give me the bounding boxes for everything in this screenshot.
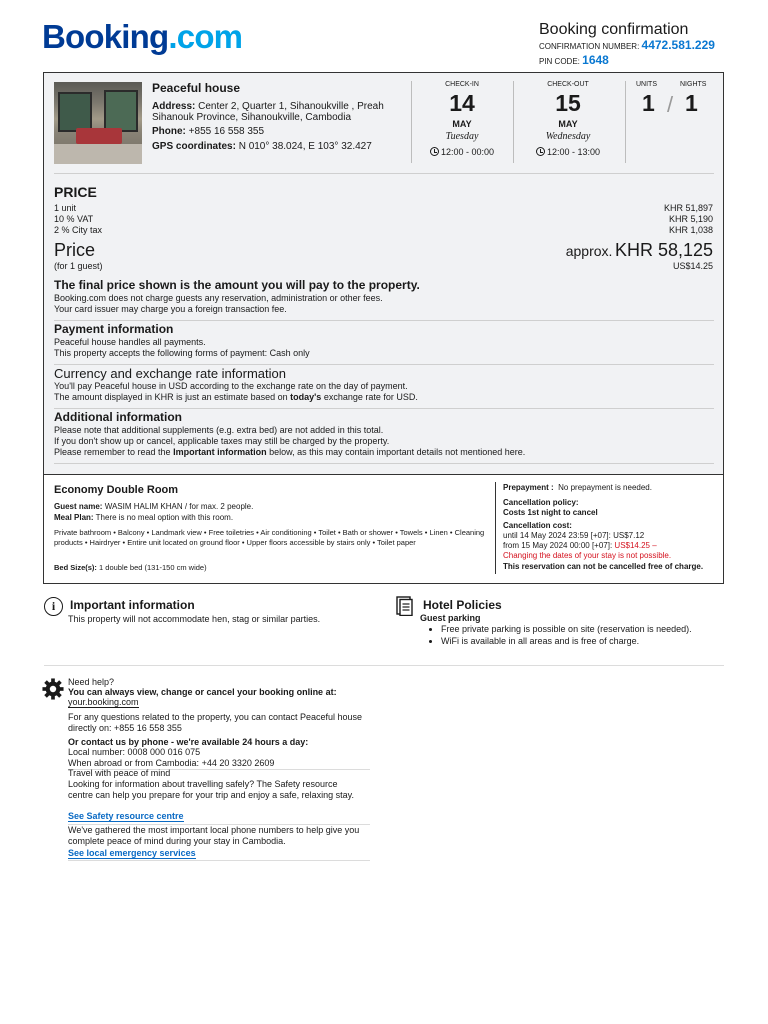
- important-info-text: This property will not accommodate hen, stag or similar parties.: [68, 614, 321, 624]
- checkout-weekday: Wednesday: [545, 131, 591, 142]
- clock-icon: [430, 147, 439, 156]
- divider: [44, 665, 724, 666]
- need-help: Need help?: [68, 677, 115, 687]
- checkout-month: MAY: [558, 119, 578, 129]
- cancellation-cost-line: until 14 May 2024 23:59 [+07]: US$7.12: [503, 531, 645, 540]
- price-row-value: KHR 1,038: [668, 225, 713, 235]
- cancellation-cost-line: from 15 May 2024 00:00 [+07]: US$14.25 –: [503, 541, 657, 550]
- units-value: 1: [642, 90, 655, 116]
- checkin-month: MAY: [452, 119, 472, 129]
- checkout-time: 12:00 - 13:00: [518, 147, 618, 157]
- price-row-label: 10 % VAT: [54, 214, 94, 224]
- divider: [495, 482, 496, 574]
- currency-title: Currency and exchange rate information: [54, 366, 286, 381]
- divider: [54, 408, 714, 409]
- room-guest: Guest name: WASIM HALIM KHAN / for max. 2 people.: [54, 502, 254, 511]
- additional-text: Please remember to read the Important information below, as this may contain important details not mentioned here.: [54, 447, 526, 457]
- divider: [43, 474, 724, 475]
- payment-text: This property accepts the following forms of payment: Cash only: [54, 348, 310, 358]
- divider: [54, 463, 714, 464]
- confirmation-number: CONFIRMATION NUMBER: 4472.581.229: [539, 38, 715, 52]
- prepayment: Prepayment : No prepayment is needed.: [503, 483, 652, 492]
- price-row-value: KHR 5,190: [668, 214, 713, 224]
- total-price-label: Price: [54, 240, 96, 260]
- currency-text: You'll pay Peaceful house in USD according to the exchange rate on the day of payment.: [54, 381, 408, 391]
- cancellation-policy: Cancellation policy: Costs 1st night to cancel: [503, 498, 598, 517]
- list-item: • Free private parking is possible on site (reservation is needed).: [441, 623, 721, 635]
- checkin-label: CHECK-IN: [445, 81, 479, 88]
- emergency-services-link[interactable]: See local emergency services: [68, 848, 196, 858]
- units-label: UNITS: [636, 81, 657, 88]
- total-price: approx. KHR 58,125: [565, 240, 713, 260]
- currency-text: The amount displayed in KHR is just an estimate based on today's exchange rate for USD.: [54, 392, 418, 402]
- divider: [54, 320, 714, 321]
- pin-code: PIN CODE: 1648: [539, 53, 609, 67]
- checkin-weekday: Tuesday: [445, 131, 479, 142]
- nights-value: 1: [685, 90, 698, 116]
- safety-resource-link[interactable]: See Safety resource centre: [68, 811, 184, 821]
- additional-text: If you don't show up or cancel, applicable taxes may still be charged by the property.: [54, 436, 390, 446]
- room-title: Economy Double Room: [54, 484, 179, 496]
- local-number: Local number: 0008 000 016 075: [68, 747, 201, 757]
- additional-text: Please note that additional supplements (e.g. extra bed) are not added in this total.: [54, 425, 384, 435]
- nights-label: NIGHTS: [680, 81, 707, 88]
- room-meal: Meal Plan: There is no meal option with this room.: [54, 513, 234, 522]
- checkout-day: 15: [555, 90, 581, 116]
- checkin-day: 14: [449, 90, 475, 116]
- property-contact: For any questions related to the property, you can contact Peaceful house directly on: +855 16 558 355: [68, 712, 363, 733]
- final-price-text: Booking.com does not charge guests any reservation, administration or other fees.: [54, 293, 383, 303]
- additional-title: Additional information: [54, 410, 182, 424]
- page-title: Booking confirmation: [539, 21, 689, 38]
- property-gps: GPS coordinates: N 010° 38.024, E 103° 32.427: [152, 141, 372, 152]
- payment-text: Peaceful house handles all payments.: [54, 337, 206, 347]
- list-item: • WiFi is available in all areas and is free of charge.: [441, 635, 721, 647]
- units-nights-separator: /: [667, 92, 674, 117]
- guest-parking-heading: Guest parking: [420, 613, 481, 623]
- payment-title: Payment information: [54, 322, 174, 336]
- divider: [68, 860, 370, 861]
- final-price-title: The final price shown is the amount you will pay to the property.: [54, 278, 420, 292]
- property-address: Address: Center 2, Quarter 1, Sihanoukville , Preah Sihanouk Province, Sihanoukville, Cambodia: [152, 101, 384, 123]
- important-info-title: Important information: [70, 598, 195, 612]
- price-row-label: 2 % City tax: [54, 225, 103, 235]
- property-phone: Phone: +855 16 558 355: [152, 126, 265, 137]
- checkout-label: CHECK-OUT: [547, 81, 589, 88]
- clock-icon: [536, 147, 545, 156]
- property-name: Peaceful house: [152, 81, 241, 95]
- gear-icon: [42, 678, 64, 700]
- abroad-number: When abroad or from Cambodia: +44 20 3320 2609: [68, 758, 275, 768]
- manage-booking-text: You can always view, change or cancel your booking online at:: [68, 687, 337, 697]
- manage-booking-link[interactable]: your.booking.com: [68, 697, 139, 707]
- info-icon: i: [44, 597, 63, 616]
- no-free-cancel: This reservation can not be cancelled free of charge.: [503, 562, 704, 571]
- room-bed-size: Bed Size(s): 1 double bed (131-150 cm wide): [54, 563, 207, 572]
- total-price-guests: (for 1 guest): [54, 261, 103, 271]
- cancellation-cost: Cancellation cost:: [503, 521, 572, 530]
- total-price-usd: US$14.25: [672, 261, 713, 271]
- divider: [625, 81, 626, 163]
- hotel-policies-list: [421, 623, 721, 647]
- property-photo: [54, 82, 142, 164]
- price-row-label: 1 unit: [54, 203, 77, 213]
- booking-logo: Booking.com: [42, 18, 243, 55]
- price-row-value: KHR 51,897: [663, 203, 713, 213]
- change-dates-warning: Changing the dates of your stay is not possible.: [503, 551, 672, 560]
- checkin-time: 12:00 - 00:00: [412, 147, 512, 157]
- hotel-policies-title: Hotel Policies: [423, 598, 502, 612]
- safety-text: Looking for information about travelling safely? The Safety resource centre can help you prepare for your trip and enjoy a safe, relaxing stay.: [68, 779, 354, 800]
- phone-contact-title: Or contact us by phone - we're available 24 hours a day:: [68, 737, 309, 747]
- divider: [54, 364, 714, 365]
- emergency-text: We've gathered the most important local phone numbers to help give you complete peace of mind during your stay in Cambodia.: [68, 825, 360, 846]
- travel-heading: Travel with peace of mind: [68, 768, 171, 778]
- document-icon: [396, 596, 413, 616]
- divider: [513, 81, 514, 163]
- divider: [54, 173, 714, 174]
- price-heading: PRICE: [54, 184, 97, 200]
- final-price-text: Your card issuer may charge you a foreign transaction fee.: [54, 304, 287, 314]
- room-amenities: Private bathroom • Balcony • Landmark view • Free toiletries • Air conditioning • Toilet • Bath or shower • Towels • Linen • Cleaning products • Hairdryer • Entire unit located on ground floor • Upper floors accessible by stairs only • Toilet paper: [54, 528, 485, 547]
